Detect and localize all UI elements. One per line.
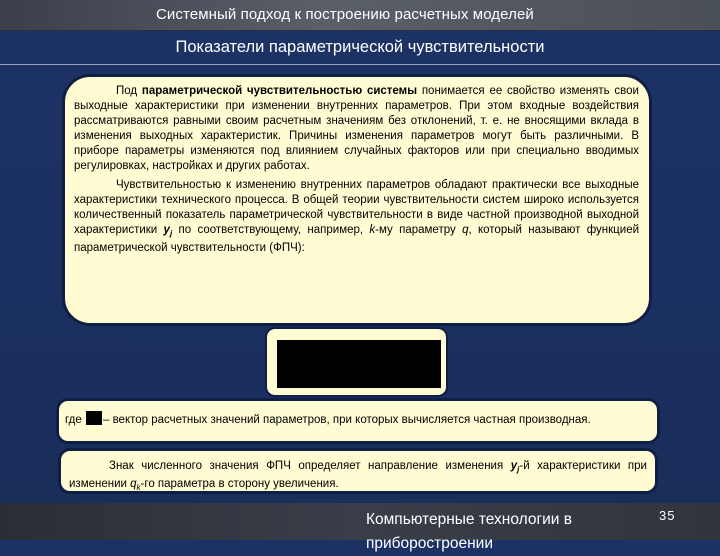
- where-start: где: [65, 414, 85, 426]
- vector-symbol-image: [86, 411, 102, 425]
- p2-text-d: , который называют функцией параметрической чувствительности (ФПЧ):: [74, 224, 640, 254]
- sign-var-j: j: [517, 465, 520, 474]
- sign-var-y: y: [510, 460, 518, 472]
- var-y: y: [163, 224, 170, 236]
- p2-text-a: Чувствительностью к изменению внутренних параметров обладают практически все выходные характеристики технического процесса. В общей теории чувствительности систем широко используется количественный показатель параметрической чувствительности в виде частной производной выходной характеристики: [74, 179, 639, 236]
- definition-box: [62, 74, 652, 326]
- p1-rest-text: понимается ее свойство изменять свои выходные характеристики при изменении внутренних параметров. При этом входные воздействия рассматриваются равными своим расчетным значениям без отклонений, т. е. не вносящими вклада в изменения выходных характеристик. Причины изменения параметров могут быть различными. В приборе параметры изменяются под влиянием случайных факторов или при специально вводимых регулировках, настройках и других работах.: [74, 85, 639, 172]
- var-j: j: [169, 229, 173, 238]
- var-k: k: [369, 224, 376, 236]
- formula-image: [277, 340, 441, 388]
- page-number: 35: [659, 508, 676, 523]
- key-term: параметрической чувствительностью системы: [141, 85, 418, 97]
- where-rest: – вектор расчетных значений параметров, при которых вычисляется частная производная.: [102, 414, 591, 426]
- p2-text-c: -му параметру: [375, 224, 463, 236]
- header-title: Системный подход к построению расчетных моделей: [156, 6, 534, 23]
- sign-text-b: -й характеристики при изменении: [69, 460, 647, 490]
- sign-text-a: Знак численного значения ФПЧ определяет направление изменения: [109, 460, 511, 472]
- where-box: [56, 398, 660, 444]
- sign-note-box: [58, 448, 658, 494]
- footer-course-title: Компьютерные технологии в приборостроении: [366, 511, 572, 552]
- subtitle-divider: [0, 64, 720, 65]
- var-q: q: [462, 224, 469, 236]
- where-text: [65, 411, 651, 428]
- definition-paragraph-2: [74, 178, 639, 256]
- p1-start-text: Под: [116, 85, 142, 97]
- slide-subtitle: Показатели параметрической чувствительности: [175, 38, 545, 56]
- sign-note-text: [69, 459, 647, 495]
- header-bar: [0, 0, 720, 31]
- definition-paragraph-1: [74, 84, 639, 174]
- sign-text-c: -го параметра в сторону увеличения.: [140, 478, 339, 490]
- p2-text-b: по соответствующему, например,: [172, 224, 370, 236]
- sign-var-k: k: [136, 483, 141, 492]
- sign-var-q: q: [130, 478, 137, 490]
